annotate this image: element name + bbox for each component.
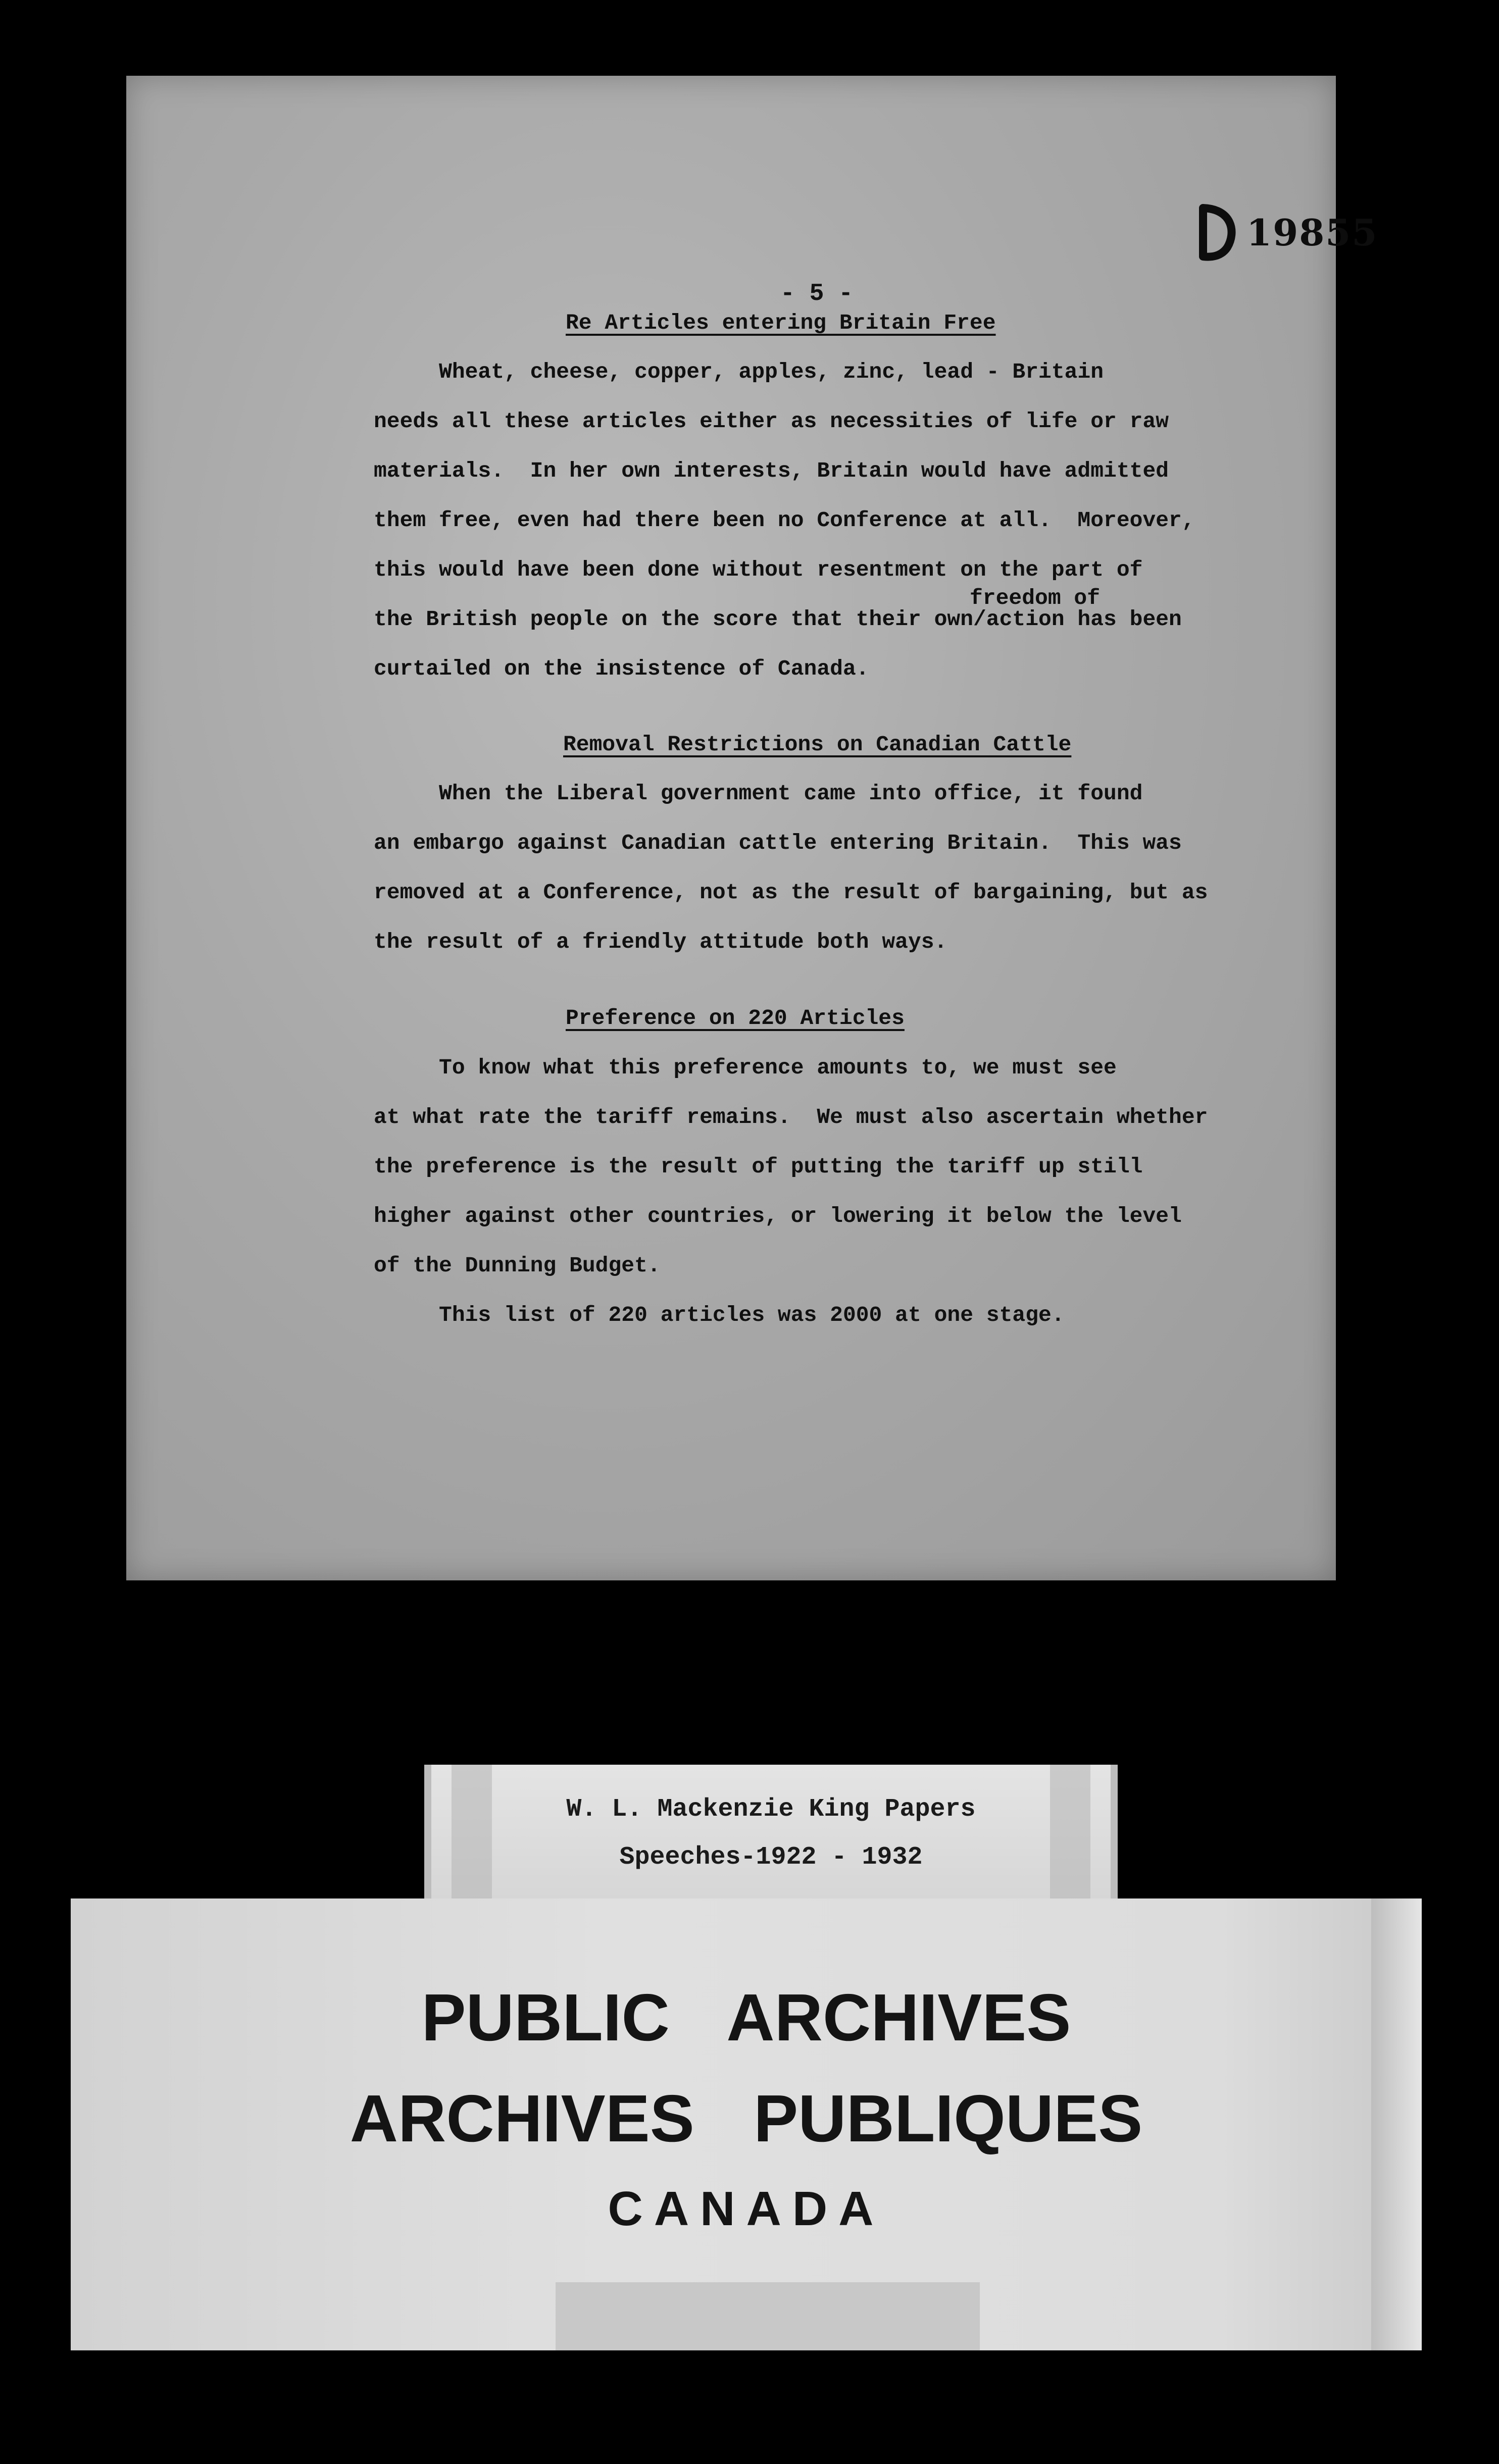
archive-name-en: PUBLIC ARCHIVES	[421, 1980, 1071, 2055]
archive-name-fr: ARCHIVES PUBLIQUES	[349, 2081, 1143, 2155]
text-line: curtailed on the insistence of Canada.	[374, 656, 869, 681]
text-line: To know what this preference amounts to, we must see	[374, 1055, 1117, 1080]
collection-name: W. L. Mackenzie King Papers	[566, 1795, 976, 1824]
document-page	[126, 76, 1378, 1580]
section-heading-articles-free: Re Articles entering Britain Free	[566, 311, 996, 335]
interline-insertion: freedom of	[970, 586, 1101, 610]
text-line: This list of 220 articles was 2000 at one stage.	[374, 1303, 1065, 1327]
collection-label	[424, 1765, 1118, 1901]
text-line: materials. In her own interests, Britain would have admitted	[374, 458, 1169, 483]
text-line: this would have been done without resentment on the part of	[374, 557, 1143, 582]
text-line: the British people on the score that their own/action has been	[374, 607, 1182, 632]
text-line: higher against other countries, or lowering it below the level	[374, 1204, 1182, 1228]
text-line: the preference is the result of putting the tariff up still	[374, 1154, 1143, 1179]
archives-label	[71, 1898, 1422, 2350]
text-line: removed at a Conference, not as the result of bargaining, but as	[374, 880, 1208, 905]
tape-strip	[1050, 1765, 1090, 1901]
page-number: - 5 -	[780, 280, 854, 307]
text-line: When the Liberal government came into office, it found	[374, 781, 1143, 806]
section-heading-cattle: Removal Restrictions on Canadian Cattle	[563, 732, 1072, 757]
text-line: the result of a friendly attitude both ways.	[374, 930, 947, 954]
document-number-text: 19855	[1246, 211, 1378, 254]
text-line: Wheat, cheese, copper, apples, zinc, lead - Britain	[374, 360, 1104, 384]
text-line: needs all these articles either as necessities of life or raw	[374, 409, 1169, 434]
text-line: at what rate the tariff remains. We must also ascertain whether	[374, 1105, 1208, 1130]
collection-series: Speeches-1922 - 1932	[619, 1843, 923, 1872]
text-line: an embargo against Canadian cattle entering Britain. This was	[374, 831, 1182, 855]
archive-country: CANADA	[608, 2182, 885, 2236]
text-line: them free, even had there been no Conference at all. Moreover,	[374, 508, 1195, 533]
label-tab	[556, 2282, 980, 2350]
section-heading-preference: Preference on 220 Articles	[566, 1006, 905, 1031]
document-number	[1192, 202, 1378, 263]
text-line: of the Dunning Budget.	[374, 1253, 661, 1278]
tape-strip	[452, 1765, 492, 1901]
handwritten-d-mark	[1192, 202, 1237, 263]
